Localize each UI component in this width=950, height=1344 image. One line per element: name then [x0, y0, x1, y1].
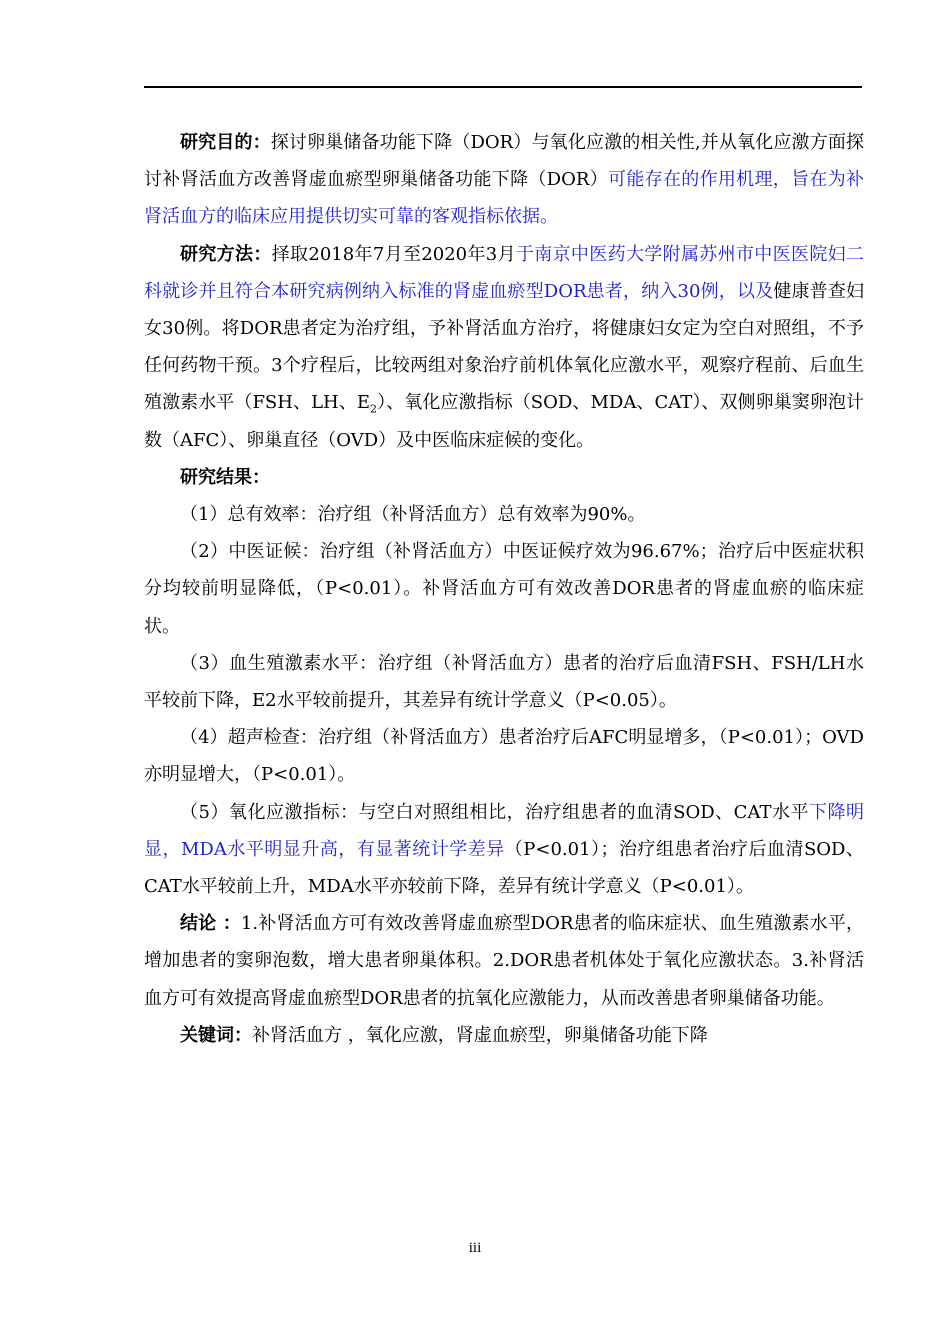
methods-text-2: 健康普查妇女30例。将DOR患者定为治疗组，予补肾活血方治疗，将健康妇女定为空白对照组，不予任何药物干预。3个疗程后，比较两组对象治疗前机体氧化应激水平，观察疗程前、后血生殖激素水平（FSH、LH、E — [144, 280, 864, 414]
page-number: iii — [468, 1240, 482, 1256]
methods-text-1: 择取2018年7月至2020年3月 — [271, 243, 516, 265]
conclusion-text: 1.补肾活血方可有效改善肾虚血瘀型DOR患者的临床症状、血生殖激素水平，增加患者的窦卵泡数，增大患者卵巢体积。2.DOR患者机体处于氧化应激状态。3.补肾活血方可有效提高肾虚血瘀型DOR患者的抗氧化应激能力，从而改善患者卵巢储备功能。 — [144, 913, 864, 1009]
methods-highlight: 于南京中医药大学附属苏州市中医医院妇二科就诊并且符合本研究病例纳入标准的肾虚血瘀型DOR患者，纳入30例，以及 — [144, 243, 864, 302]
result-1: （1）总有效率：治疗组（补肾活血方）总有效率为90%。 — [180, 504, 646, 526]
header-rule — [144, 86, 862, 88]
keywords-label: 关键词： — [180, 1024, 252, 1046]
purpose-text: 探讨卵巢储备功能下降（DOR）与氧化应激的相关性,并从氧化应激方面探讨补肾活血方改善肾虚血瘀型卵巢储备功能下降（DOR） — [144, 132, 865, 191]
conclusion-label: 结论 ： — [180, 913, 241, 935]
keywords-paragraph — [144, 1017, 864, 1054]
result-2: （2）中医证候：治疗组（补肾活血方）中医证候疗效为96.67%；治疗后中医症状积分均较前明显降低，（P<0.01）。补肾活血方可有效改善DOR患者的肾虚血瘀的临床症状。 — [144, 541, 864, 637]
result-5-highlight: 下降明显，MDA水平明显升高，有显著统计学差异 — [144, 801, 864, 860]
purpose-paragraph — [144, 124, 864, 236]
results-label: 研究结果： — [180, 466, 270, 488]
purpose-highlight: 可能存在的作用机理，旨在为补肾活血方的临床应用提供切实可靠的客观指标依据。 — [144, 169, 864, 228]
keywords-text: 补肾活血方 ，氧化应激，肾虚血瘀型，卵巢储备功能下降 — [252, 1024, 708, 1046]
conclusion-paragraph — [144, 905, 864, 1017]
result-3: （3）血生殖激素水平：治疗组（补肾活血方）患者的治疗后血清FSH、FSH/LH水平较前下降，E2水平较前提升，其差异有统计学意义（P<0.05）。 — [144, 652, 864, 712]
abstract-body — [144, 124, 864, 1054]
result-4: （4）超声检查：治疗组（补肾活血方）患者治疗后AFC明显增多，（P<0.01）；OVD亦明显增大，（P<0.01）。 — [144, 727, 864, 786]
result-5-text-2: （P<0.01）；治疗组患者治疗后血清SOD、CAT水平较前上升，MDA水平亦较前下降，差异有统计学意义（P<0.01）。 — [144, 838, 864, 898]
methods-label: 研究方法： — [180, 243, 272, 265]
result-5 — [144, 794, 864, 906]
methods-paragraph — [144, 236, 864, 459]
methods-subscript: 2 — [370, 403, 378, 417]
result-5-text-1: （5）氧化应激指标：与空白对照组相比，治疗组患者的血清SOD、CAT水平 — [180, 801, 809, 823]
purpose-label: 研究目的： — [180, 132, 271, 153]
methods-text-3: ）、氧化应激指标（SOD、MDA、CAT）、双侧卵巢窦卵泡计数（AFC）、卵巢直径（OVD）及中医临床症候的变化。 — [144, 392, 864, 451]
